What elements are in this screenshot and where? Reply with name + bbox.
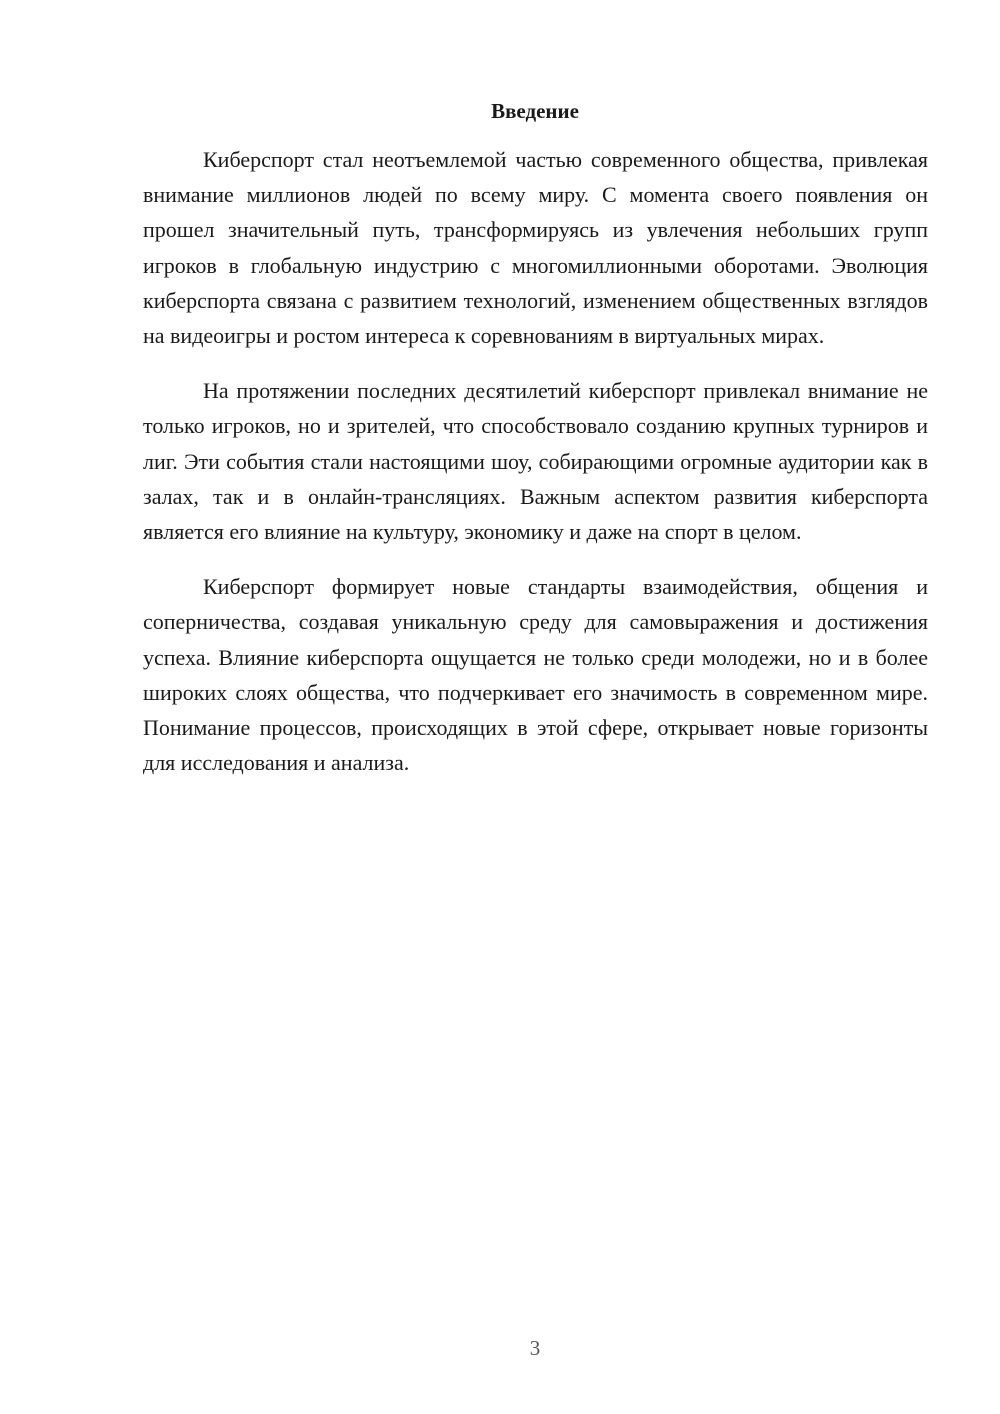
page-number: 3 <box>529 1336 541 1360</box>
paragraph-3: Киберспорт формирует новые стандарты взаимодействия, общения и соперничества, создавая уникальную среду для самовыражения и достижения успеха. Влияние киберспорта ощущается не только среди молодежи, но и в более широких слоях общества, что подчеркивает его значимость в современном мире. Понимание процессов, происходящих в этой сфере, открывает новые горизонты для исследования и анализа. <box>143 574 928 776</box>
paragraph-2: На протяжении последних десятилетий киберспорт привлекал внимание не только игроков, но и зрителей, что способствовало созданию крупных турниров и лиг. Эти события стали настоящими шоу, собирающими огромные аудитории как в залах, так и в онлайн-трансляциях. Важным аспектом развития киберспорта является его влияние на культуру, экономику и даже на спорт в целом. <box>143 378 928 545</box>
document-body <box>143 142 928 800</box>
section-title: Введение <box>491 99 579 123</box>
paragraph-1: Киберспорт стал неотъемлемой частью современного общества, привлекая внимание миллионов людей по всему миру. С момента своего появления он прошел значительный путь, трансформируясь из увлечения небольших групп игроков в глобальную индустрию с многомиллионными оборотами. Эволюция киберспорта связана с развитием технологий, изменением общественных взглядов на видеоигры и ростом интереса к соревнованиям в виртуальных мирах. <box>143 147 928 349</box>
